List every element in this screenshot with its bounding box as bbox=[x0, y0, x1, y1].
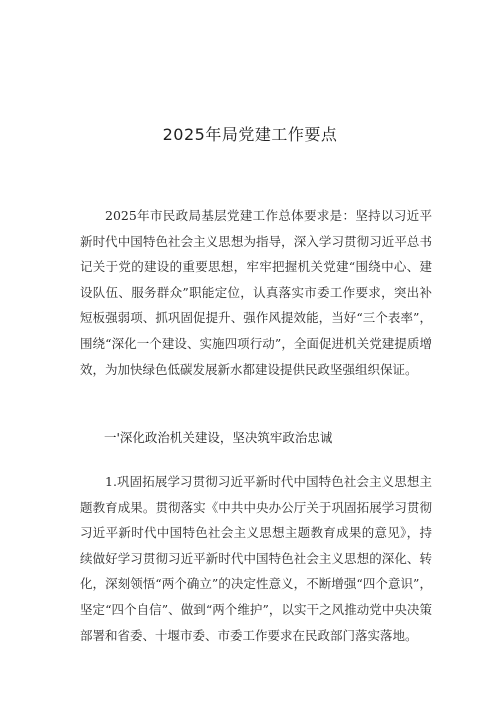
intro-paragraph: 2025年市民政局基层党建工作总体要求是：坚持以习近平新时代中国特色社会主义思想为指导，深入学习贯彻习近平总书记关于党的建设的重要思想，牢牢把握机关党建“围绕中心、建设队伍、服务群众”职能定位，认真落实市委工作要求，突出补短板强弱项、抓巩固促提升、强作风提效能，当好“三个表率”，围绕“深化一个建设、实施四项行动”，全面促进机关党建提质增效，为加快绿色低碳发展新水都建设提供民政坚强组织保证。 bbox=[80, 208, 432, 377]
item-paragraph: 1.巩固拓展学习贯彻习近平新时代中国特色社会主义思想主题教育成果。贯彻落实《中共中央办公厅关于巩固拓展学习贯彻习近平新时代中国特色社会主义思想主题教育成果的意见》，持续做好学习贯彻习近平新时代中国特色社会主义思想的深化、转化，深刻领悟“两个确立”的决定性意义，不断增强“四个意识”，坚定“四个自信”、做到“两个维护”，以实干之风推动党中央决策部署和省委、十堰市委、市委工作要求在民政部门落实落地。 bbox=[80, 474, 432, 643]
document-title: 2025年局党建工作要点 bbox=[162, 125, 338, 144]
section-heading: 一'深化政治机关建设，坚决筑牢政治忠诚 bbox=[104, 430, 333, 445]
